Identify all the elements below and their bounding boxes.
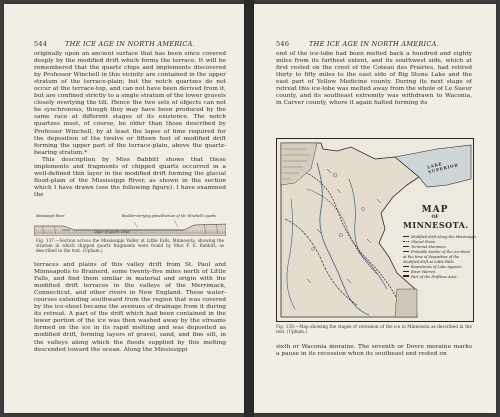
left-body-text-top [34, 51, 226, 199]
legend-row [403, 275, 471, 280]
right-paragraph-2: sixth or Waconia moraine. The seventh or Dovre moraine marks a pause in its recession when its southeast end rested on [276, 344, 472, 358]
legend-item-river-warren: River Warren. [411, 270, 437, 274]
legend-swatch [403, 236, 409, 239]
left-page [4, 4, 244, 413]
left-figure-caption: Fig. 137.—Section across the Mississippi Valley at Little Falls, Minnesota, showing the stratum in which chipped quartz fragments were found by Miss F. E. Babbitt, as described in the text. (Upham.) [36, 238, 224, 254]
legend-swatch [403, 246, 409, 249]
minnesota-map [276, 138, 474, 322]
lake-superior-label: LAKE SUPERIOR [426, 160, 459, 175]
left-paragraph-1: originally upon an ancient surface that has been since covered deeply by the modified drift which forms the terrace. It will be remembered that the quartz chips and implements discovered by Professor Winchell in this vicinity are contained in the upper stratum of the terrace-plain; but the notch quartzes do not occur at the terrace-top, and can not have been derived from it, but are confined strictly to a single stratum of the lower gravels closely overlying the till. Hence the two sets of objects can not be synchronous, though they may have been produced by the same race at different stages of its existence. The notch quartzes must, of course, be older than those described by Professor Winchell, by at least the lapse of time required for the deposition of the twelve or fifteen feet of modified drift forming the upper part of the terrace-plain, above the quartz-bearing stratum.* [34, 51, 226, 156]
left-running-head: THE ICE AGE IN NORTH AMERICA. [64, 40, 196, 48]
map-title [403, 205, 467, 230]
map-legend [403, 235, 476, 280]
left-paragraph-3: terraces and plains of this valley drift from St. Paul and Minneapolis to Brainerd, some twenty-five miles north of Little Falls, and find them similar in material and origin with the modified drift terraces in the valleys of the Merrimack, Connecticut, and other rivers in New England. These water-courses extending southward from the region that was covered by the ice-sheet became the avenues of drainage from it during its retreat. A part of the drift which had been contained in the lower portion of the ice was then washed away by the streams formed on the ice in its rapid melting and was deposited as modified drift, forming layers of gravel, sand, and fine silt, in the valleys along which the floods supplied by this melting descended toward the ocean. Along the Mississippi [34, 262, 226, 353]
fig-label-horizon: Horizon of Mr. Winchell's quartz [162, 214, 217, 218]
legend-item-modified-drift: Modified drift along the Mississippi [411, 235, 476, 239]
right-body-text-top [276, 51, 472, 107]
legend-item-ice-border: Probable border of the ice-sheet at the time of deposition of the Modified drift at Little Falls. [403, 250, 470, 264]
book-spine [244, 0, 254, 417]
section-figure [34, 214, 226, 236]
legend-swatch [403, 266, 409, 269]
legend-row [403, 250, 471, 265]
right-paragraph-1: end of the ice-lobe had been melted back a hundred and eighty miles from its farthest extent, and its southwest side, which at first rested on the crest of the Coteau des Prairies, had retired thirty to fifty miles to the east side of Big Stone Lake and the east part of Yellow Medicine county. During its next stage of retreat this ice-lobe was melted away from the whole of Le Sueur county, and its southeast extremity was withdrawn to Waconia, in Carver county, where it again halted forming its [276, 51, 472, 107]
legend-item-driftless: Part of the Driftless Area. [411, 275, 458, 279]
map-title-line2: OF [431, 215, 439, 220]
legend-swatch [403, 271, 409, 274]
map-title-line3: MINNESOTA. [403, 220, 469, 230]
legend-item-lake-agassiz: Boundaries of Lake Agassiz. [411, 265, 463, 269]
left-paragraph-2: This description by Miss Babbitt shows that these implements and fragments of chipped quartz occurred in a well-defined thin layer in the modified drift forming the glacial flood-plain of the Mississippi River, as shown in the section which I have drawn (see the following figure). I have examined the [34, 156, 226, 198]
legend-item-striae: Glacial Striæ. [411, 240, 437, 244]
legend-swatch [403, 251, 409, 254]
map-title-line1: MAP [421, 205, 449, 215]
left-body-text-bottom [34, 262, 226, 354]
fig-label-quartz-layer: Layer of quartz chips [94, 230, 130, 234]
right-page-number: 546 [276, 40, 290, 48]
fig-label-boulder-gravel: Boulder-carrying gravel [122, 214, 163, 218]
right-page [254, 4, 496, 413]
legend-swatch [403, 275, 409, 279]
legend-item-moraines: Terminal Moraines. [411, 245, 447, 249]
legend-swatch [403, 241, 409, 244]
right-running-head: THE ICE AGE IN NORTH AMERICA. [308, 40, 440, 48]
right-figure-caption: Fig. 138.—Map showing the stages of recession of the ice in Minnesota as described in the text. (Upham.) [276, 324, 472, 335]
fig-label-river: Mississippi River [36, 214, 65, 218]
left-page-number: 544 [34, 40, 48, 48]
right-body-text-bottom [276, 344, 472, 358]
